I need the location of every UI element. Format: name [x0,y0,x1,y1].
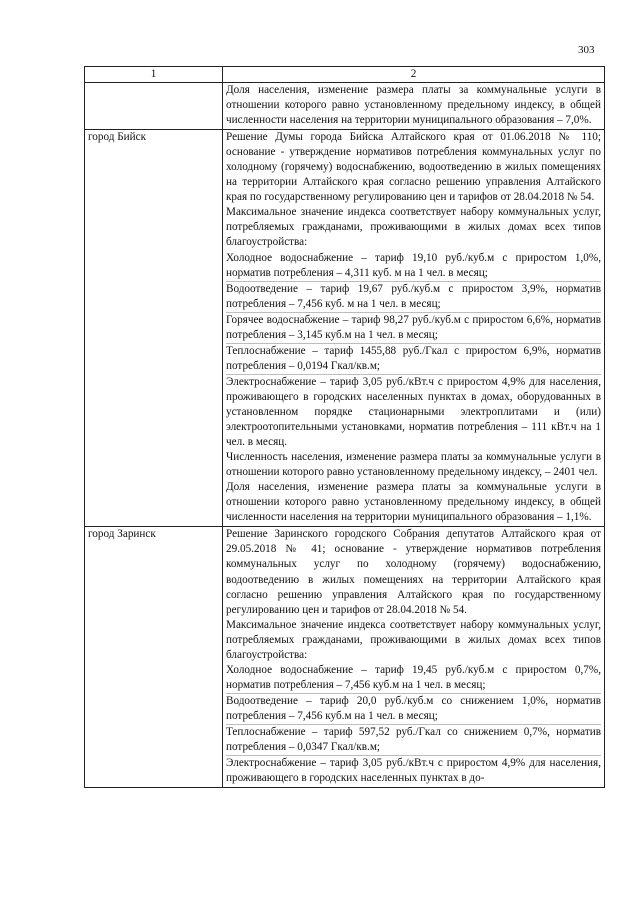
description-cell [223,130,605,527]
table-row [85,527,605,788]
region-cell: город Бийск [85,130,223,527]
paragraph: Электроснабжение – тариф 3,05 руб./кВт.ч с приростом 4,9% для населения, проживающего в городских населенных пунктах в домах, оборудованных в установленном порядке стационарными электроплитами и (или) электроотопительными установками, норматив потребления – 111 кВт.ч на 1 чел. в месяц. [226,374,601,450]
region-cell: город Заринск [85,527,223,788]
tariff-table [84,66,605,788]
paragraph: Максимальное значение индекса соответствует набору коммунальных услуг, потребляемых гражданами, проживающими в жилых домах всех типов благоустройства: [226,206,601,249]
paragraph: Теплоснабжение – тариф 597,52 руб./Гкал со снижением 0,7%, норматив потребления – 0,0347 Гкал/кв.м; [226,724,601,755]
paragraph: Решение Заринского городского Собрания депутатов Алтайского края от 29.05.2018 № 41; основание - утверждение нормативов потребления коммунальных услуг по холодному (горячему) водоснабжению, водоотведению в жилых помещениях на территории Алтайского края согласно решению управления Алтайского края по государственному регулированию цен и тарифов от 28.04.2018 № 54. [226,528,601,616]
table-row [85,83,605,130]
description-cell [223,527,605,788]
paragraph: Холодное водоснабжение – тариф 19,10 руб./куб.м с приростом 1,0%, норматив потребления – 4,311 куб. м на 1 чел. в месяц; [226,251,601,279]
table-header-row [85,67,605,83]
paragraph: Горячее водоснабжение – тариф 98,27 руб./куб.м с приростом 6,6%, норматив потребления – 3,145 куб.м на 1 чел. в месяц; [226,312,601,343]
paragraph: Максимальное значение индекса соответствует набору коммунальных услуг, потребляемых гражданами, проживающими в жилых домах всех типов благоустройства: [226,618,601,661]
paragraph: Доля населения, изменение размера платы за коммунальные услуги в отношении которого равно установленному предельному индексу, в общей численности населения на территории муниципального образования – 1,1%. [226,481,601,524]
paragraph: Численность населения, изменение размера платы за коммунальные услуги в отношении которого равно установленному предельному индексу, – 2401 чел. [226,451,601,479]
page-number: 303 [578,44,595,56]
paragraph: Холодное водоснабжение – тариф 19,45 руб./куб.м с приростом 0,7%, норматив потребления – 7,456 куб.м на 1 чел. в месяц; [226,663,601,691]
paragraph: Водоотведение – тариф 19,67 руб./куб.м с приростом 3,9%, норматив потребления – 7,456 куб. м на 1 чел. в месяц; [226,281,601,312]
paragraph: Теплоснабжение – тариф 1455,88 руб./Гкал с приростом 6,9%, норматив потребления – 0,0194 Гкал/кв.м; [226,343,601,374]
column-header-1: 1 [85,67,223,83]
region-cell [85,83,223,130]
paragraph: Доля населения, изменение размера платы за коммунальные услуги в отношении которого равно установленному предельному индексу, в общей численности населения на территории муниципального образования – 7,0%. [226,84,601,127]
table-row [85,130,605,527]
column-header-2: 2 [223,67,605,83]
paragraph: Электроснабжение – тариф 3,05 руб./кВт.ч с приростом 4,9% для населения, проживающего в городских населенных пунктах в до- [226,755,601,786]
paragraph: Решение Думы города Бийска Алтайского края от 01.06.2018 № 110; основание - утверждение нормативов потребления коммунальных услуг по холодному (горячему) водоснабжению, водоотведению в жилых помещениях на территории Алтайского края согласно решению управления Алтайского края по государственному регулированию цен и тарифов от 28.04.2018 № 54. [226,131,601,204]
description-cell [223,83,605,130]
paragraph: Водоотведение – тариф 20,0 руб./куб.м со снижением 1,0%, норматив потребления – 7,456 куб.м на 1 чел. в месяц; [226,693,601,724]
